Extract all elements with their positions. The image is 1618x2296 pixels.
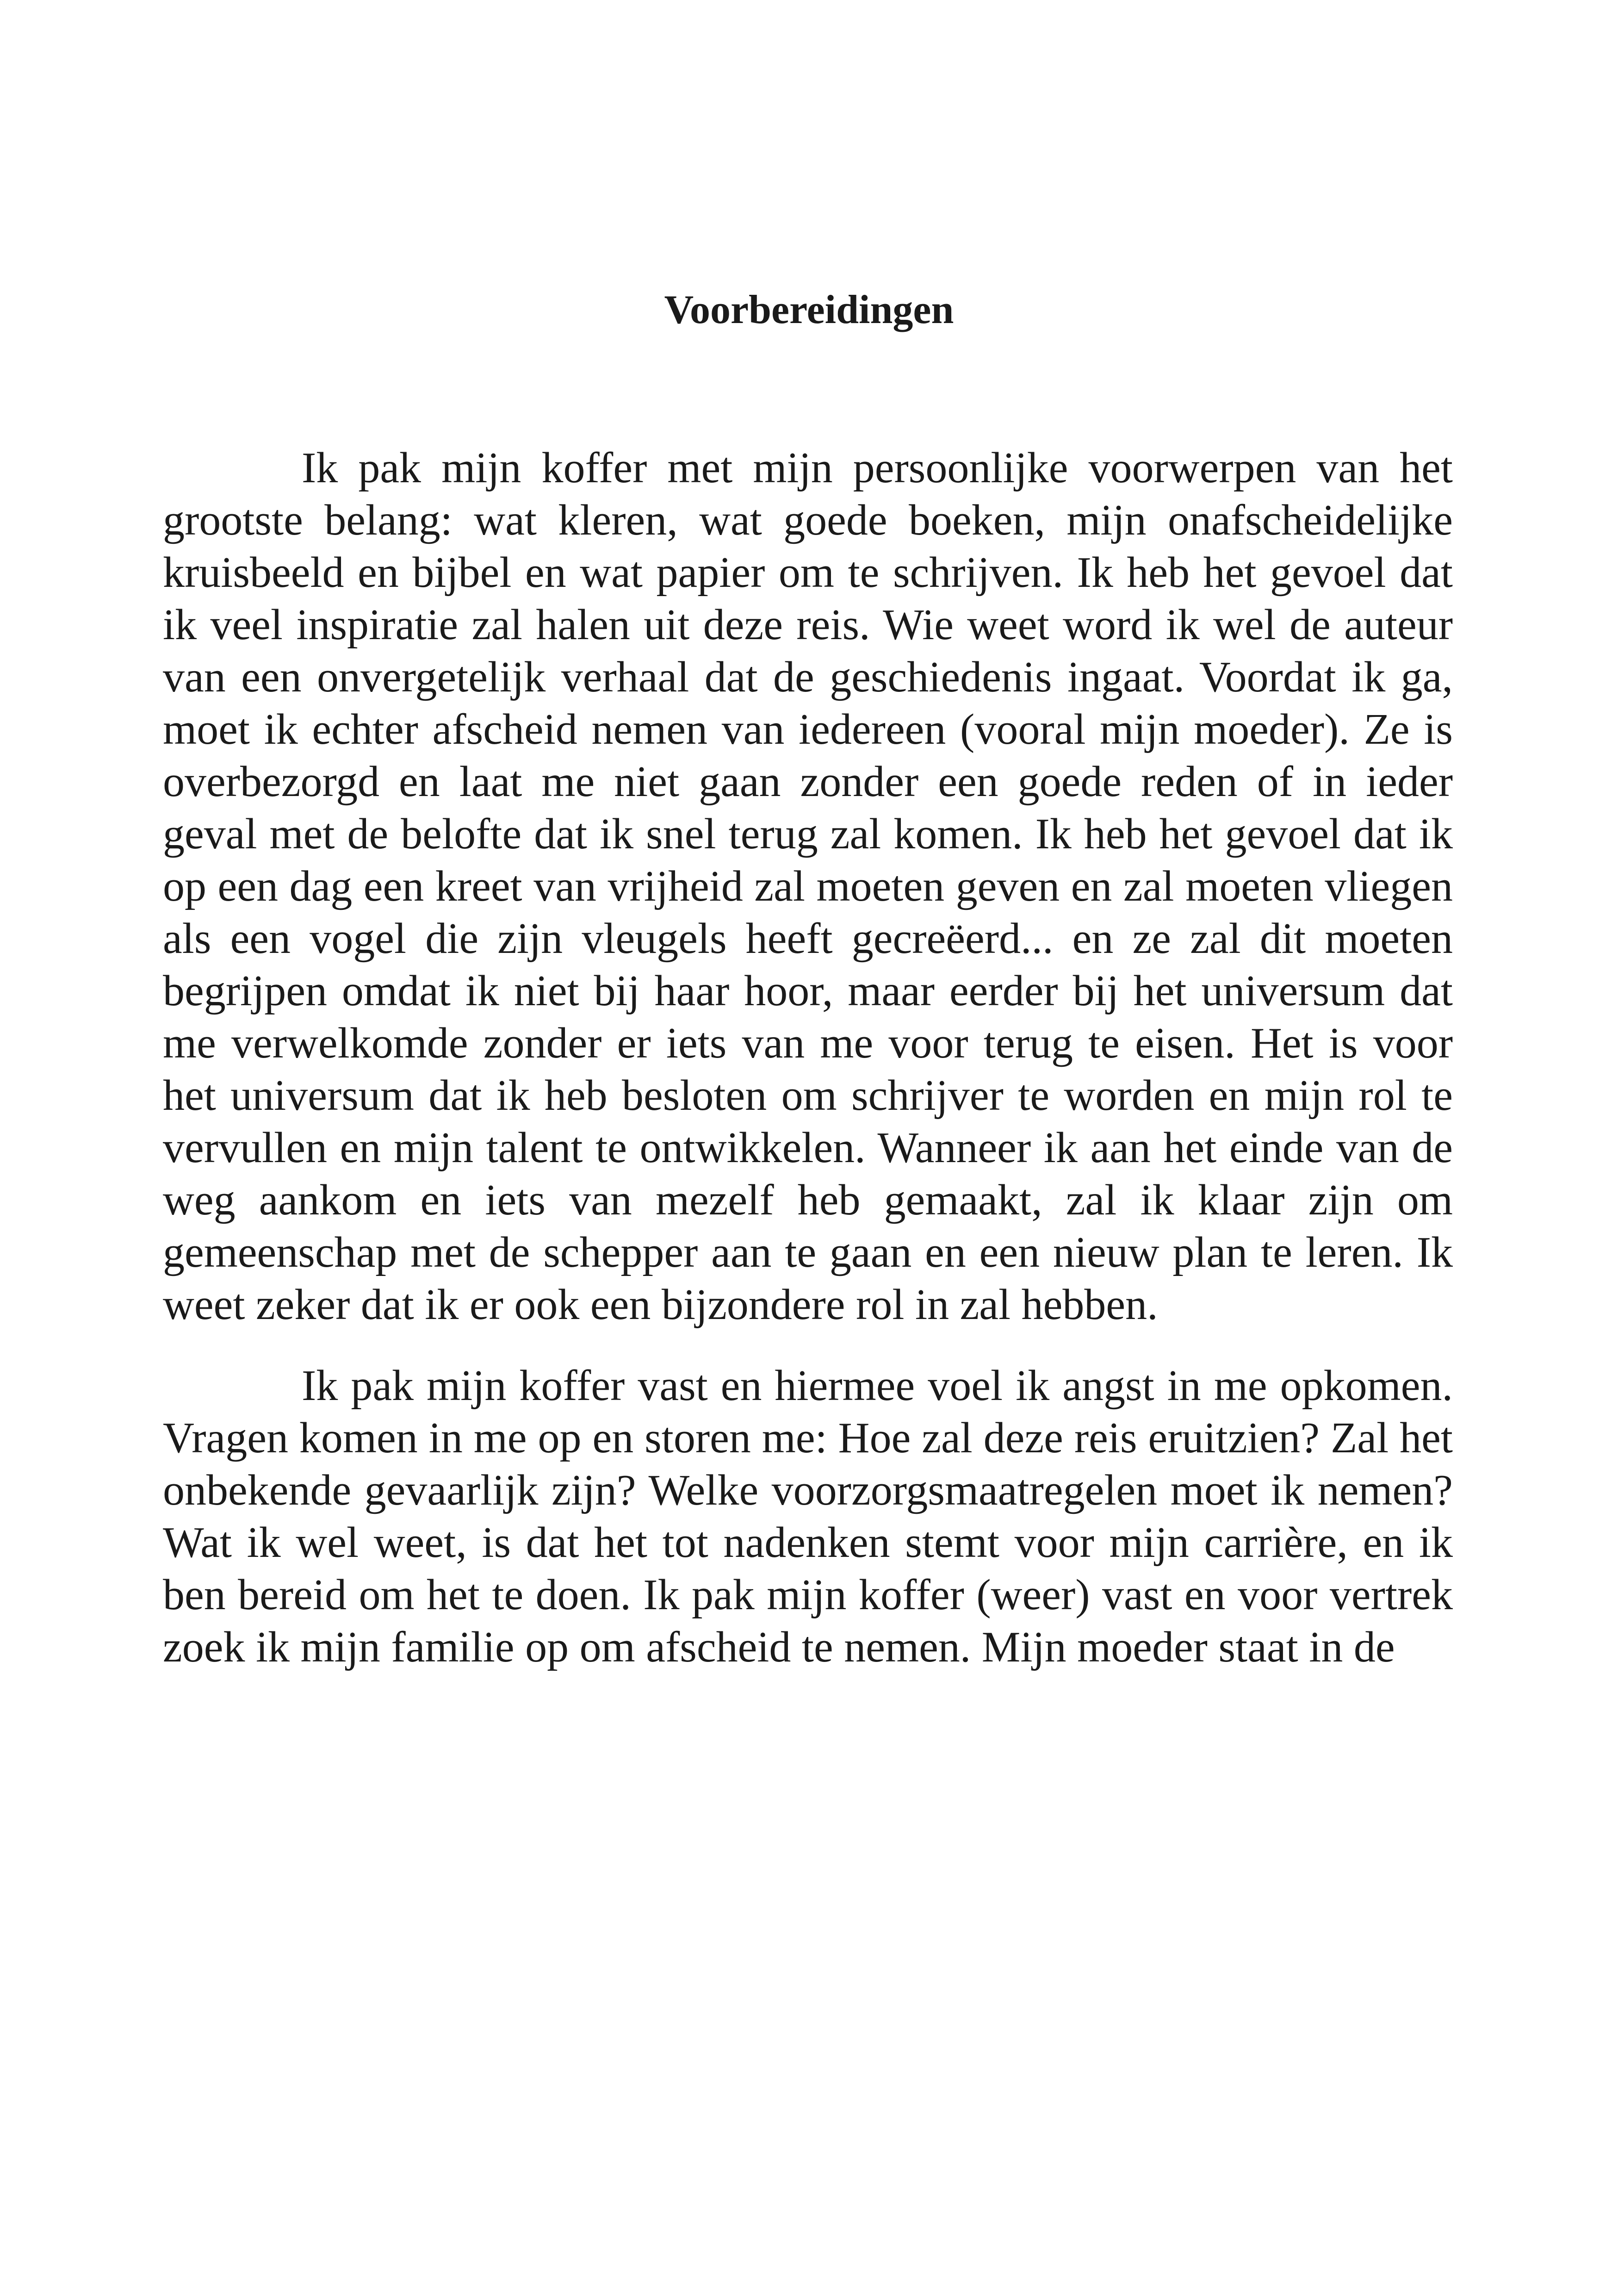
chapter-title: Voorbereidingen	[664, 287, 954, 332]
paragraph: Ik pak mijn koffer vast en hiermee voel ik angst in me opkomen. Vragen komen in me op en storen me: Hoe zal deze reis eruitzien? Zal het onbekende gevaarlijk zijn? Welke voorzorgsmaatregelen moet ik nemen? Wat ik wel weet, is dat het tot nadenken stemt voor mijn carrière, en ik ben bereid om het te doen. Ik pak mijn koffer (weer) vast en voor vertrek zoek ik mijn familie op om afscheid te nemen. Mijn moeder staat in de	[163, 1362, 1453, 1671]
body-text	[163, 442, 1453, 1674]
paragraph: Ik pak mijn koffer met mijn persoonlijke voorwerpen van het grootste belang: wat kleren, wat goede boeken, mijn onafscheidelijke kruisbeeld en bijbel en wat papier om te schrijven. Ik heb het gevoel dat ik veel inspiratie zal halen uit deze reis. Wie weet word ik wel de auteur van een onvergetelijk verhaal dat de geschiedenis ingaat. Voordat ik ga, moet ik echter afscheid nemen van iedereen (vooral mijn moeder). Ze is overbezorgd en laat me niet gaan zonder een goede reden of in ieder geval met de belofte dat ik snel terug zal komen. Ik heb het gevoel dat ik op een dag een kreet van vrijheid zal moeten geven en zal moeten vliegen als een vogel die zijn vleugels heeft gecreëerd... en ze zal dit moeten begrijpen omdat ik niet bij haar hoor, maar eerder bij het universum dat me verwelkomde zonder er iets van me voor terug te eisen. Het is voor het universum dat ik heb besloten om schrijver te worden en mijn rol te vervullen en mijn talent te ontwikkelen. Wanneer ik aan het einde van de weg aankom en iets van mezelf heb gemaakt, zal ik klaar zijn om gemeenschap met de schepper aan te gaan en een nieuw plan te leren. Ik weet zeker dat ik er ook een bijzondere rol in zal hebben.	[163, 444, 1453, 1329]
